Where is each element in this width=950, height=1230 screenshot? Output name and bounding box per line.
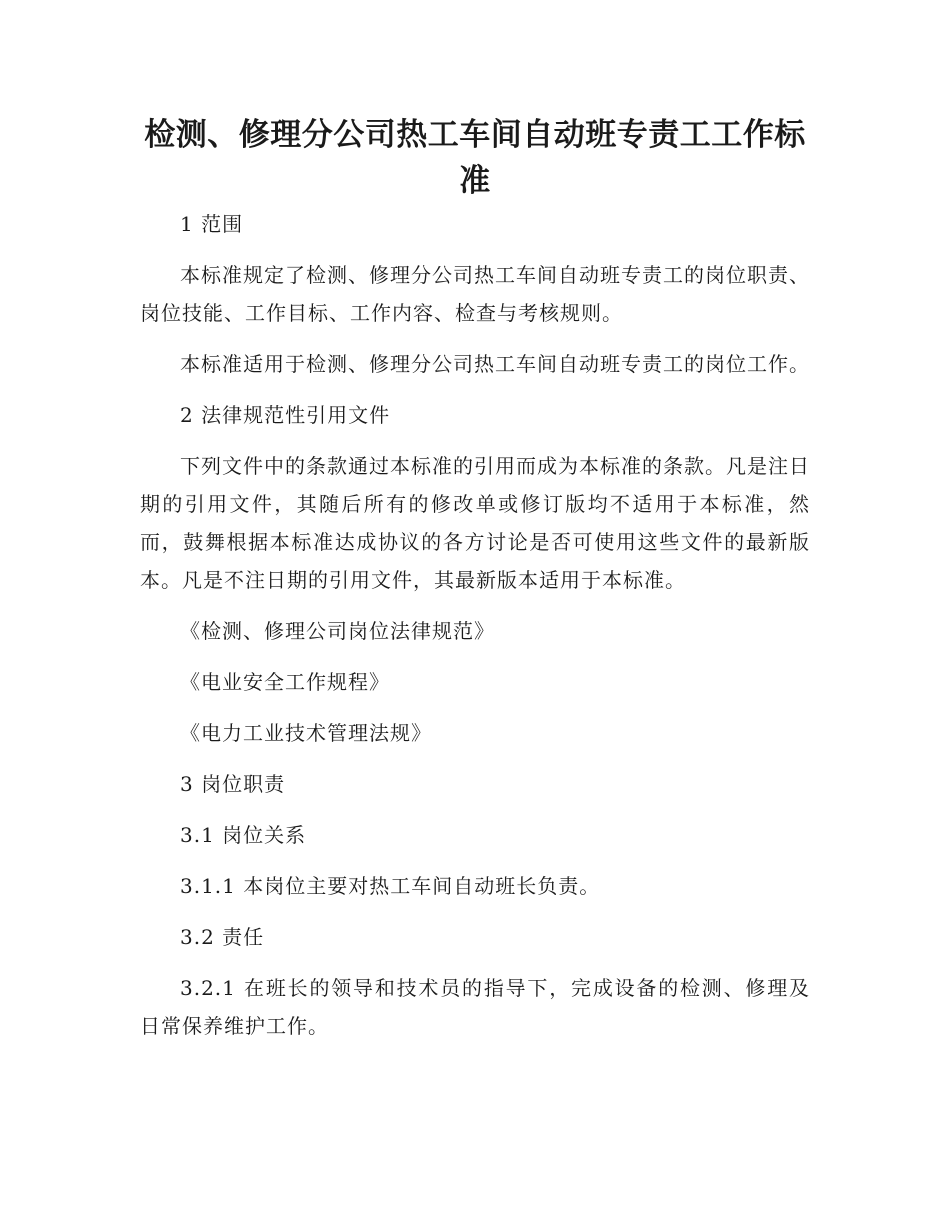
clause-3-2-1: 3.2.1 在班长的领导和技术员的指导下，完成设备的检测、修理及日常保养维护工作。 <box>140 976 810 1038</box>
reference-item-2: 《电业安全工作规程》 <box>180 670 390 694</box>
paragraph-references-clause: 下列文件中的条款通过本标准的引用而成为本标准的条款。凡是注日期的引用文件，其随后所有的修改单或修订版均不适用于本标准，然而，鼓舞根据本标准达成协议的各方讨论是否可使用这些文件的最新版本。凡是不注日期的引用文件，其最新版本适用于本标准。 <box>140 454 810 592</box>
subsection-heading-responsibility: 3.2 责任 <box>180 925 265 949</box>
section-heading-scope: 1 范围 <box>180 212 244 236</box>
reference-item-1: 《检测、修理公司岗位法律规范》 <box>180 619 495 643</box>
subsection-heading-relations: 3.1 岗位关系 <box>180 823 307 847</box>
document-body <box>140 205 810 1045</box>
paragraph-scope-applicability: 本标准适用于检测、修理分公司热工车间自动班专责工的岗位工作。 <box>180 352 810 376</box>
clause-3-1-1: 3.1.1 本岗位主要对热工车间自动班长负责。 <box>180 874 601 898</box>
paragraph-scope-definition: 本标准规定了检测、修理分公司热工车间自动班专责工的岗位职责、岗位技能、工作目标、工作内容、检查与考核规则。 <box>140 263 810 325</box>
section-heading-duties: 3 岗位职责 <box>180 772 286 796</box>
reference-item-3: 《电力工业技术管理法规》 <box>180 721 432 745</box>
document-title: 检测、修理分公司热工车间自动班专责工工作标准 <box>144 117 806 199</box>
section-heading-references: 2 法律规范性引用文件 <box>180 403 391 427</box>
